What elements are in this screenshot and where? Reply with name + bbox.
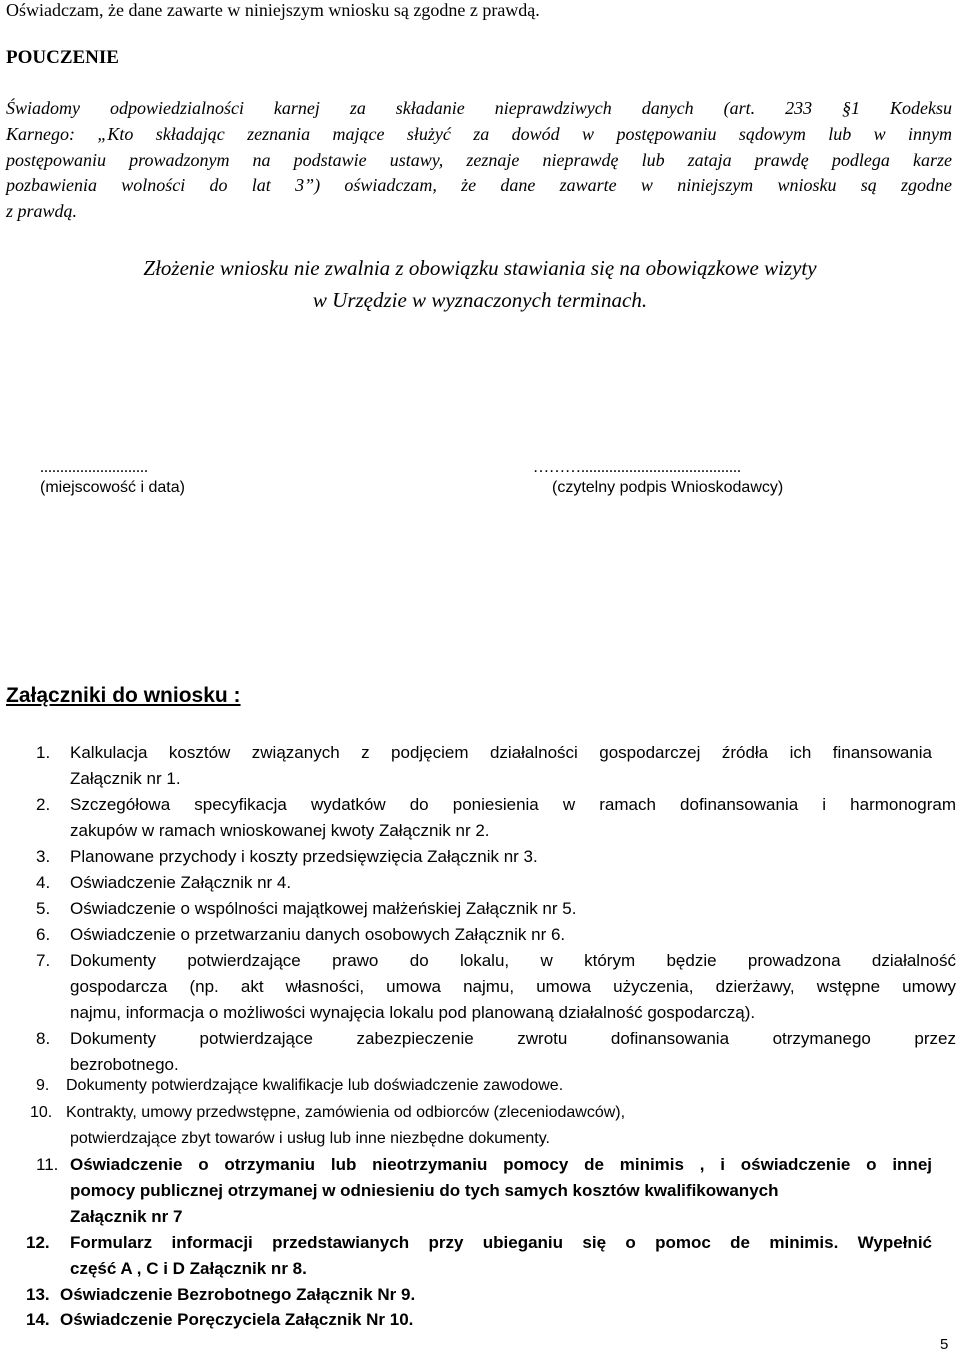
list-line: pomocy publicznej otrzymanej w odniesieniu do tych samych kosztów kwalifikowanych xyxy=(70,1181,779,1200)
notice-line: Karnego: „Kto składając zeznania mające służyć za dowód w postępowaniu sądowym lub w innym xyxy=(6,123,952,144)
list-line: gospodarcza (np. akt własności, umowa najmu, umowa użyczenia, dzierżawy, wstępne umowy xyxy=(70,977,956,996)
notice-line: z prawdą. xyxy=(6,201,78,222)
list-line: Formularz informacji przedstawianych przy ubieganiu się o pomoc de minimis. Wypełnić xyxy=(70,1233,932,1252)
signature-label: (czytelny podpis Wnioskodawcy) xyxy=(552,479,784,496)
list-number: 14. xyxy=(26,1310,50,1329)
list-item xyxy=(0,844,960,870)
list-item xyxy=(0,922,960,948)
attachments-heading: Załączniki do wniosku : xyxy=(6,684,241,707)
list-item xyxy=(0,792,960,844)
place-date-line: ........................... xyxy=(40,459,148,476)
list-number: 2. xyxy=(36,795,51,814)
warning-notice xyxy=(0,252,960,316)
list-item xyxy=(0,948,960,1026)
list-item xyxy=(0,1073,960,1099)
list-item xyxy=(0,1230,960,1282)
list-line: najmu, informacja o możliwości wynajęcia lokalu pod planowaną działalność gospodarczą). xyxy=(70,1003,756,1022)
list-number: 10. xyxy=(30,1104,53,1121)
notice-title: POUCZENIE xyxy=(6,47,119,68)
notice-body xyxy=(6,96,952,225)
list-number: 12. xyxy=(26,1233,50,1252)
list-item xyxy=(0,740,960,792)
place-date-label: (miejscowość i data) xyxy=(40,479,185,496)
list-line: Oświadczenie Poręczyciela Załącznik Nr 10. xyxy=(60,1310,414,1329)
list-line: Oświadczenie Załącznik nr 4. xyxy=(70,873,292,892)
list-line: Oświadczenie o otrzymaniu lub nieotrzymaniu pomocy de minimis , i oświadczenie o innej xyxy=(70,1155,932,1174)
warning-line: w Urzędzie w wyznaczonych terminach. xyxy=(312,288,648,312)
list-line: Oświadczenie o przetwarzaniu danych osobowych Załącznik nr 6. xyxy=(70,925,566,944)
list-number: 9. xyxy=(36,1077,50,1094)
notice-line: pozbawienia wolności do lat 3”) oświadczam, że dane zawarte w niniejszym wniosku są zgodne xyxy=(6,175,952,196)
list-number: 13. xyxy=(26,1285,50,1304)
list-line: Oświadczenie o wspólności majątkowej małżeńskiej Załącznik nr 5. xyxy=(70,899,577,918)
list-item xyxy=(0,1307,960,1333)
list-line: Dokumenty potwierdzające kwalifikacje lub doświadczenie zawodowe. xyxy=(66,1077,564,1094)
list-line: Oświadczenie Bezrobotnego Załącznik Nr 9. xyxy=(60,1285,416,1304)
warning-line: Złożenie wniosku nie zwalnia z obowiązku stawiania się na obowiązkowe wizyty xyxy=(143,256,817,280)
list-line: Dokumenty potwierdzające zabezpieczenie zwrotu dofinansowania otrzymanego przez xyxy=(70,1029,956,1048)
declaration-text: Oświadczam, że dane zawarte w niniejszym wniosku są zgodne z prawdą. xyxy=(6,0,540,20)
list-line: Szczegółowa specyfikacja wydatków do poniesienia w ramach dofinansowania i harmonogram xyxy=(70,795,956,814)
list-line: Kontrakty, umowy przedwstępne, zamówienia od odbiorców (zleceniodawców), xyxy=(66,1104,626,1121)
signature-line: ………........................................ xyxy=(533,459,741,476)
notice-line: Świadomy odpowiedzialności karnej za składanie nieprawdziwych danych (art. 233 §1 Kodeksu xyxy=(6,98,952,118)
list-item xyxy=(0,896,960,922)
list-item xyxy=(0,1282,960,1308)
page-number: 5 xyxy=(940,1336,949,1353)
list-item xyxy=(0,1100,960,1152)
list-line: zakupów w ramach wnioskowanej kwoty Załącznik nr 2. xyxy=(70,821,490,840)
list-line: część A , C i D Załącznik nr 8. xyxy=(70,1259,307,1278)
list-number: 8. xyxy=(36,1029,51,1048)
list-number: 6. xyxy=(36,925,51,944)
list-line: Kalkulacja kosztów związanych z podjęciem działalności gospodarczej źródła ich finansowania xyxy=(70,743,932,762)
list-number: 1. xyxy=(36,743,51,762)
notice-line: postępowaniu prowadzonym na podstawie ustawy, zeznaje nieprawdę lub zataja prawdę podlega karze xyxy=(6,149,952,170)
list-number: 3. xyxy=(36,847,51,866)
list-item xyxy=(0,1026,960,1078)
list-line: Planowane przychody i koszty przedsięwzięcia Załącznik nr 3. xyxy=(70,847,538,866)
list-number: 4. xyxy=(36,873,51,892)
list-line: Dokumenty potwierdzające prawo do lokalu, w którym będzie prowadzona działalność xyxy=(70,951,956,970)
list-line: bezrobotnego. xyxy=(70,1055,179,1074)
list-number: 7. xyxy=(36,951,51,970)
list-line: potwierdzające zbyt towarów i usług lub inne niezbędne dokumenty. xyxy=(70,1130,550,1147)
list-item xyxy=(0,1152,960,1230)
list-item xyxy=(0,870,960,896)
list-line: Załącznik nr 1. xyxy=(70,769,181,788)
list-number: 5. xyxy=(36,899,51,918)
list-number: 11. xyxy=(36,1155,59,1174)
list-line: Załącznik nr 7 xyxy=(70,1207,183,1226)
